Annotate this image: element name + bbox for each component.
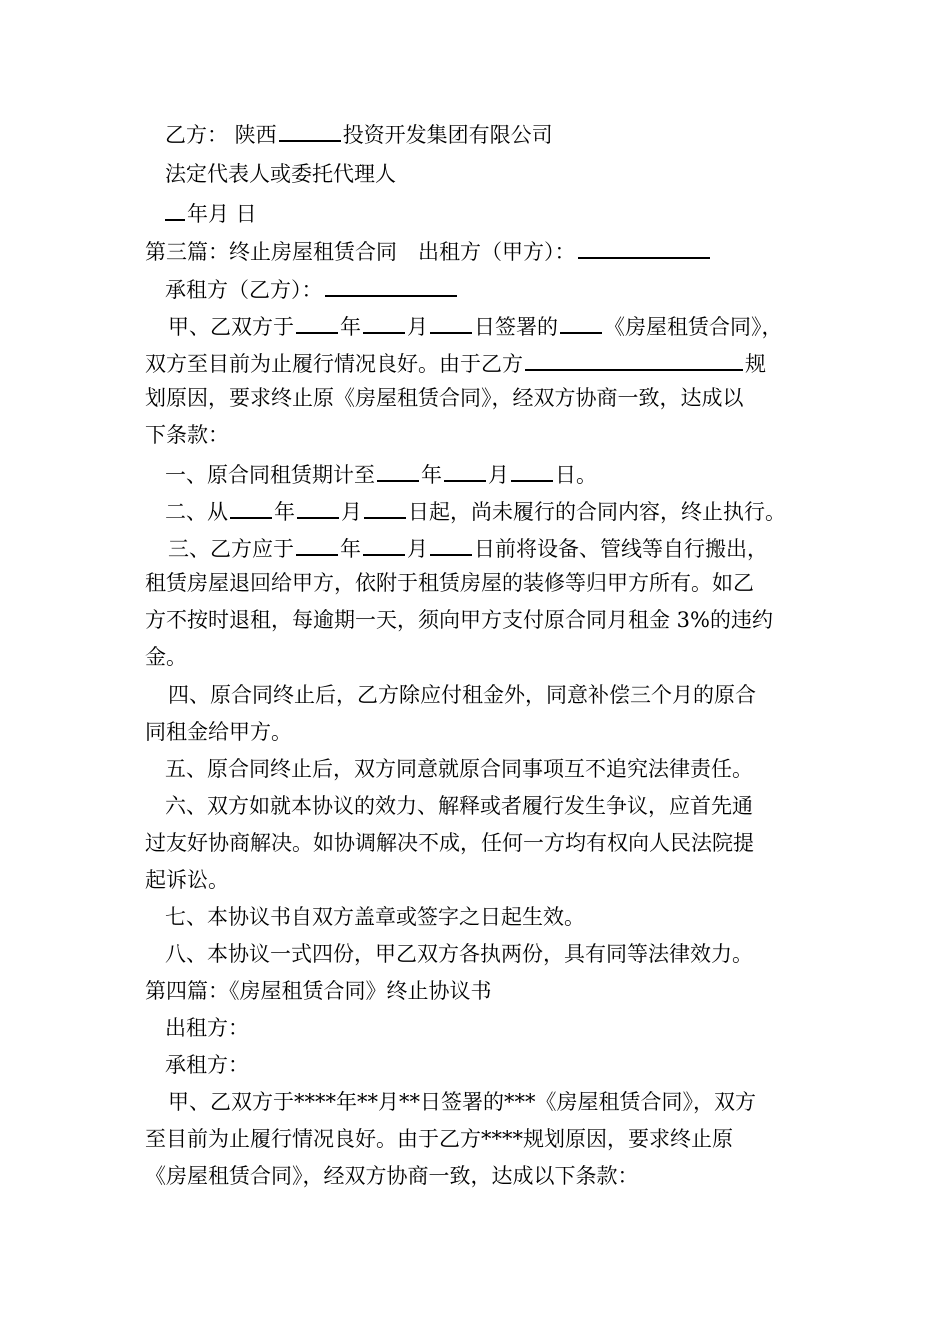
text-run: 过友好协商解决。如协调解决不成，任何一方均有权向人民法院提: [145, 831, 754, 855]
clause-seven: [165, 899, 835, 936]
legal-rep-line: [165, 156, 835, 193]
lessor-label: 出租方：: [165, 1016, 249, 1040]
blank-field: [363, 306, 405, 334]
text-run: 同租金给甲方。: [145, 720, 292, 744]
blank-field: [578, 231, 710, 259]
paragraph-line: [145, 343, 815, 380]
text-run: 甲、乙双方于****年**月**日签署的***《房屋租赁合同》，双方: [168, 1090, 756, 1114]
text-run: 规: [745, 352, 766, 376]
date-line: [163, 193, 833, 230]
text-run: 日起，尚未履行的合同内容，终止执行。: [408, 500, 786, 524]
blank-field: [364, 491, 406, 519]
blank-field: [511, 454, 553, 482]
clause-four: [168, 677, 838, 714]
blank-field: [430, 306, 472, 334]
text-run: 七、本协议书自双方盖章或签字之日起生效。: [165, 905, 585, 929]
text-run: 方不按时退租，每逾期一天，须向甲方支付原合同月租金 3%的违约: [145, 608, 773, 632]
blank-field: [165, 193, 185, 221]
paragraph-line: [145, 565, 815, 602]
paragraph-line: [168, 306, 838, 343]
text-run: 日。: [555, 463, 597, 487]
section-four-title: 第四篇：《房屋租赁合同》终止协议书: [145, 979, 492, 1003]
text-run: 二、从: [165, 500, 228, 524]
blank-field: [525, 343, 743, 371]
paragraph-line: [168, 1084, 838, 1121]
paragraph-line: [145, 1121, 815, 1158]
text-run: 年: [274, 500, 295, 524]
paragraph-line: [145, 380, 815, 417]
clause-three: [168, 528, 838, 565]
lessee-line: [165, 269, 835, 306]
lessor-line: [165, 1010, 835, 1047]
clause-one: [165, 454, 835, 491]
section-four-heading: [145, 973, 815, 1010]
clause-six: [165, 788, 835, 825]
blank-field: [377, 454, 419, 482]
date-label: 年月 日: [187, 202, 257, 226]
text-run: 五、原合同终止后，双方同意就原合同事项互不追究法律责任。: [165, 757, 753, 781]
lessee-label: 承租方：: [165, 1053, 249, 1077]
section-three-heading: [145, 231, 815, 268]
text-run: 至目前为止履行情况良好。由于乙方****规划原因，要求终止原: [145, 1127, 733, 1151]
blank-field: [430, 528, 472, 556]
lessee-line-2: [165, 1047, 835, 1084]
party-b-prefix: 乙方： 陕西: [165, 123, 277, 147]
text-run: 月: [488, 463, 509, 487]
text-run: 起诉讼。: [145, 868, 229, 892]
text-run: 月: [407, 537, 428, 561]
paragraph-line: [145, 714, 815, 751]
paragraph-line: [145, 417, 815, 454]
section-three-title: 第三篇：终止房屋租赁合同 出租方（甲方）：: [145, 240, 576, 264]
clause-five: [165, 751, 835, 788]
paragraph-line: [145, 1158, 815, 1195]
text-run: 三、乙方应于: [168, 537, 294, 561]
text-run: 一、原合同租赁期计至: [165, 463, 375, 487]
blank-field: [296, 306, 338, 334]
blank-field: [279, 114, 341, 142]
paragraph-line: [145, 825, 815, 862]
lessee-label: 承租方（乙方）：: [165, 278, 323, 302]
text-run: 租赁房屋退回给甲方，依附于租赁房屋的装修等归甲方所有。如乙: [145, 571, 754, 595]
text-run: 年: [340, 537, 361, 561]
blank-field: [297, 491, 339, 519]
text-run: 《房屋租赁合同》，经双方协商一致，达成以下条款：: [145, 1164, 639, 1188]
legal-rep-label: 法定代表人或委托代理人: [165, 162, 396, 186]
text-run: 划原因，要求终止原《房屋租赁合同》，经双方协商一致，达成以: [145, 386, 744, 410]
text-run: 年: [421, 463, 442, 487]
text-run: 甲、乙双方于: [168, 315, 294, 339]
text-run: 月: [407, 315, 428, 339]
party-b-company: 投资开发集团有限公司: [342, 123, 553, 147]
blank-field: [363, 528, 405, 556]
text-run: 日前将设备、管线等自行搬出，: [474, 537, 768, 561]
blank-field: [296, 528, 338, 556]
party-b-line: [165, 114, 835, 151]
text-run: 年: [340, 315, 361, 339]
text-run: 下条款：: [145, 423, 229, 447]
text-run: 四、原合同终止后，乙方除应付租金外，同意补偿三个月的原合: [168, 683, 756, 707]
blank-field: [325, 269, 457, 297]
clause-eight: [165, 936, 835, 973]
text-run: 双方至目前为止履行情况良好。由于乙方: [145, 352, 523, 376]
clause-two: [165, 491, 835, 528]
blank-field: [560, 306, 602, 334]
blank-field: [444, 454, 486, 482]
text-run: 《房屋租赁合同》，: [604, 315, 783, 339]
paragraph-line: [145, 639, 815, 676]
blank-field: [230, 491, 272, 519]
text-run: 六、双方如就本协议的效力、解释或者履行发生争议，应首先通: [165, 794, 753, 818]
text-run: 金。: [145, 645, 187, 669]
paragraph-line: [145, 602, 815, 639]
paragraph-line: [145, 862, 815, 899]
text-run: 八、本协议一式四份，甲乙双方各执两份，具有同等法律效力。: [165, 942, 753, 966]
text-run: 月: [341, 500, 362, 524]
text-run: 日签署的: [474, 315, 558, 339]
